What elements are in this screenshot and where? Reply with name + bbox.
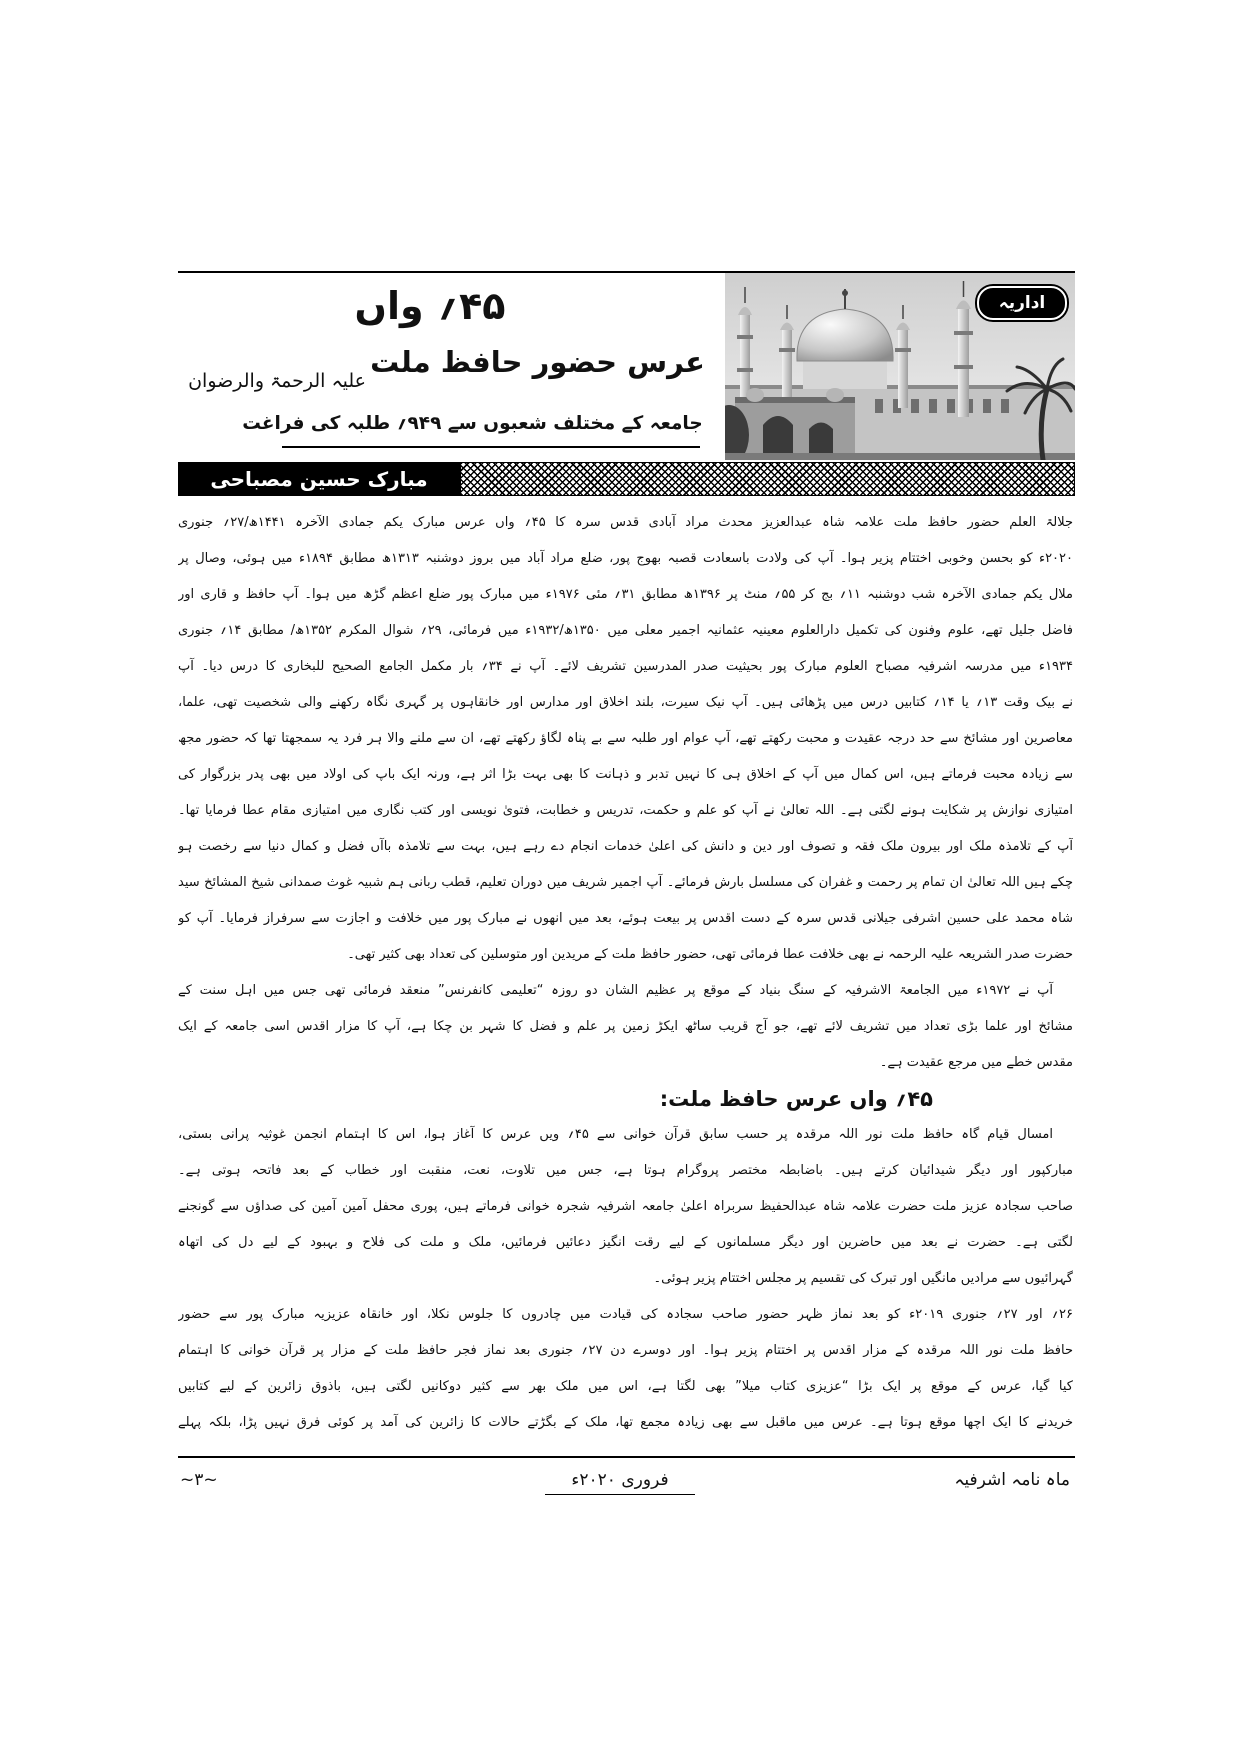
article-line: چکے ہیں اللہ تعالیٰ ان تمام پر رحمت و غفران کی مسلسل بارش فرمائے۔ آپ اجمیر شریف میں دوران تعلیم، قطب ربانی ہم شبیہ غوث صمدانی شیخ المشائخ سید <box>178 875 1073 890</box>
article-line: ملال یکم جمادی الآخرہ شب دوشنبہ ۱۱؍ بج کر ۵۵؍ منٹ پر ۱۳۹۶ھ مطابق ۳۱؍ مئی ۱۹۷۶ء میں مبارک پور ضلع اعظم گڑھ میں ہوا۔ آپ حافظ و قاری اور <box>178 587 1073 602</box>
article-line: نے بیک وقت ۱۳؍ یا ۱۴؍ کتابیں درس میں پڑھائی ہیں۔ آپ نیک سیرت، بلند اخلاق اور مدارس اور خانقاہوں پر گہری نگاہ رکھنے والی شخصیت تھی، علما، <box>178 695 1073 710</box>
ground <box>725 453 1075 460</box>
issue-date: فروری ۲۰۲۰ء <box>545 1466 695 1495</box>
article-line: مشائخ اور علما بڑی تعداد میں تشریف لائے تھے، جو آج قریب ساٹھ ایکڑ زمین پر علم و فضل کا شہر بن چکا ہے، آپ کا مزار اقدس اسی جامعہ کے ایک <box>178 1019 1073 1034</box>
article-line: سے زیادہ محبت فرماتے ہیں، اس کمال میں آپ کے اخلاق ہی کا نہیں تدبر و ذہانت کا بھی بہت بڑا اثر ہے، ورنہ ایک باپ کی اولاد میں بھی پدر بزرگوار کی <box>178 767 1073 782</box>
title-honorific: علیہ الرحمۃ والرضوان <box>188 370 366 392</box>
gate <box>735 388 855 460</box>
article-line: حضرت صدر الشریعہ علیہ الرحمہ نے بھی خلافت عطا فرمائی تھی، حضور حافظ ملت کے مریدین اور متوسلین کی تعداد بھی کثیر تھی۔ <box>347 947 1073 962</box>
article-line: ۲۰۲۰ء کو بحسن وخوبی اختتام پزیر ہوا۔ آپ کی ولادت باسعادت قصبہ بھوج پور، ضلع مراد آباد میں بروز دوشنبہ ۱۳۱۳ھ مطابق ۱۸۹۴ء میں ہوئی، وصال پر <box>178 551 1073 566</box>
magazine-name: ماہ نامہ اشرفیہ <box>954 1470 1070 1490</box>
edition-number: ۴۵؍ واں <box>354 284 506 328</box>
section-heading: ۴۵؍ واں عرس حافظ ملت: <box>659 1087 933 1111</box>
article-line: معاصرین اور مشائخ سے حد درجہ عقیدت و محبت رکھتے تھے، آپ عوام اور طلبہ سے بے پناہ لگاؤ رکھتے تھے، ان سے ملنے والا ہر فرد یہ سمجھتا تھا کہ حضور مجھ <box>178 731 1073 746</box>
article-line: مبارکپور اور دیگر شیدائیان کرتے ہیں۔ باضابطہ مختصر پروگرام ہوتا ہے، جس میں تلاوت، نعت، منقبت اور خطاب کے بعد فاتحہ ہوتی ہے۔ <box>178 1163 1073 1178</box>
page-subtitle: جامعہ کے مختلف شعبوں سے ۹۴۹؍ طلبہ کی فراغت <box>242 413 703 434</box>
article-line: آپ کے تلامذہ ملک اور بیرون ملک فقہ و تصوف اور دین و دانش کی اعلیٰ خدمات انجام دے رہے ہیں، بہت سے تلامذہ باآں فضل و کمال دنیا سے رخصت ہو <box>178 839 1073 854</box>
article-line: صاحب سجادہ عزیز ملت حضرت علامہ شاہ عبدالحفیظ سربراہ اعلیٰ جامعہ اشرفیہ شجرہ خوانی فرماتے ہیں، پوری محفل آمین آمین کی صداؤں سے گونجنے <box>178 1199 1073 1214</box>
author-bar <box>178 462 460 496</box>
article-line: ۲۶؍ اور ۲۷؍ جنوری ۲۰۱۹ء کو بعد نماز ظہر حضور صاحب سجادہ کی قیادت میں چادروں کا جلوس نکلا، اور خانقاہ عزیزیہ مبارک پور سے حضور <box>178 1307 1073 1322</box>
article-line: خریدنے کا ایک اچھا موقع ہوتا ہے۔ عرس میں ماقبل سے بھی زیادہ مجمع تھا، ملک کے بگڑتے حالات کا زائرین کی آمد پر کوئی فرق نہیں پڑا، بلکہ پہلے <box>178 1415 1073 1430</box>
article-line: امسال قیام گاہ حافظ ملت نور اللہ مرقدہ پر حسب سابق قرآن خوانی سے ۴۵؍ ویں عرس کا آغاز ہوا، اس کا اہتمام انجمن غوثیہ پرانی بستی، <box>178 1127 1053 1142</box>
article-line: گہرائیوں سے مرادیں مانگیں اور تبرک کی تقسیم پر مجلس اختتام پزیر ہوئی۔ <box>653 1271 1073 1286</box>
author-name: مبارک حسین مصباحی <box>210 467 428 491</box>
article-line: لگتی ہے۔ حضرت نے بعد میں حاضرین اور دیگر مسلمانوں کے لیے رقت انگیز دعائیں فرمائیں، ملک و ملت کی فلاح و بہبود کے لیے دل کی اتھاہ <box>178 1235 1073 1250</box>
article-line: فاضل جلیل تھے، علوم وفنون کی تکمیل دارالعلوم معینیہ عثمانیہ اجمیر معلی میں ۱۳۵۰ھ/۱۹۳۲ء میں فرمائی، ۲۹؍ شوال المکرم ۱۳۵۲ھ/ مطابق ۱۴؍ جنوری <box>178 623 1073 638</box>
article-line: کیا گیا، عرس کے موقع پر ایک بڑا “عزیزی کتاب میلا” بھی لگتا ہے، اس میں ملک بھر سے کثیر دوکانیں لگتی ہیں، باذوق زائرین کے لیے کتابیں <box>178 1379 1073 1394</box>
article-line: شاہ محمد علی حسین اشرفی جیلانی قدس سرہ کے دست اقدس پر بیعت ہوئے، بعد میں انھوں نے مبارک پور میں خلافت و اجازت سے سرفراز فرمایا۔ آپ کو <box>178 911 1073 926</box>
subtitle-underline <box>282 446 700 448</box>
footer-rule <box>178 1456 1075 1458</box>
article-body <box>178 505 1073 1445</box>
decorative-pattern-bar <box>460 462 1075 496</box>
page-number: ~۳~ <box>180 1470 218 1490</box>
editorial-badge: اداریہ <box>977 286 1067 320</box>
article-line: امتیازی نوازش پر شکایت ہونے لگتی ہے۔ اللہ تعالیٰ نے آپ کو علم و حکمت، تدریس و خطابت، فتویٰ نویسی اور کتب نگاری میں امتیازی مقام عطا فرمایا تھا۔ <box>178 803 1073 818</box>
page-title: عرس حضور حافظ ملت <box>370 345 705 379</box>
article-line: جلالۃ العلم حضور حافظ ملت علامہ شاہ عبدالعزیز محدث مراد آبادی قدس سرہ کا ۴۵؍ واں عرس مبارک یکم جمادی الآخرہ ۱۴۴۱ھ/۲۷؍ جنوری <box>178 515 1073 530</box>
article-line: حافظ ملت نور اللہ مرقدہ کے مزار اقدس پر اختتام پزیر ہوا۔ اور دوسرے دن ۲۷؍ جنوری بعد نماز فجر حافظ ملت کے مزار پر قرآن خوانی کا اہتمام <box>178 1343 1073 1358</box>
article-line: مقدس خطے میں مرجع عقیدت ہے۔ <box>879 1055 1073 1070</box>
article-line: آپ نے ۱۹۷۲ء میں الجامعۃ الاشرفیہ کے سنگ بنیاد کے موقع پر عظیم الشان دو روزہ “تعلیمی کانفرنس” منعقد فرمائی تھی جس میں اہل سنت کے <box>178 983 1053 998</box>
article-line: ۱۹۳۴ء میں مدرسہ اشرفیہ مصباح العلوم مبارک پور بحیثیت صدر المدرسین تشریف لائے۔ آپ نے ۳۴؍ بار مکمل الجامع الصحیح للبخاری کا درس دیا۔ آپ <box>178 659 1073 674</box>
